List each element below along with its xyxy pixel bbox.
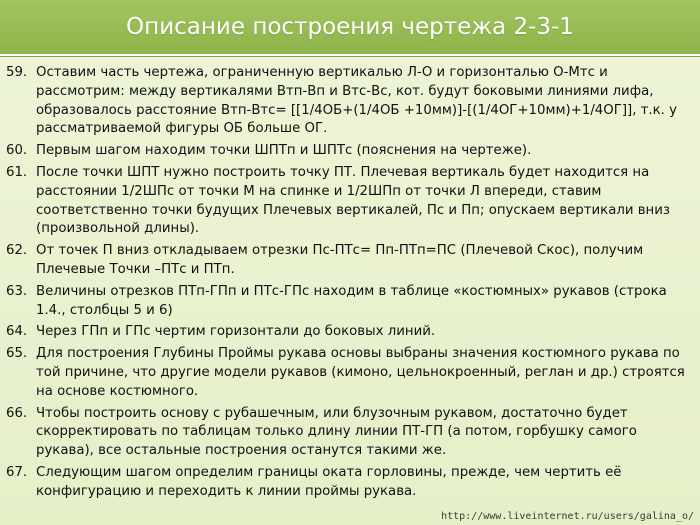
item-number: 63. xyxy=(6,283,28,299)
item-text: После точки ШПТ нужно построить точку ПТ. Плечевая вертикаль будет находится на расстоянии 1/2ШПс от точки М на спинке и 1/2ШПп от точки Л впереди, ставим соответственно точки будущих Плечевых вертикалей, Пс и Пп; опускаем вертикали вниз (произвольной длины). xyxy=(36,164,670,237)
list-item xyxy=(6,283,696,321)
list-item xyxy=(6,242,696,280)
item-text: Через ГПп и ГПс чертим горизонтали до боковых линий. xyxy=(36,324,436,340)
item-number: 64. xyxy=(6,324,28,340)
item-number: 61. xyxy=(6,164,28,180)
list-item xyxy=(6,142,696,161)
item-number: 66. xyxy=(6,405,28,421)
slide-title: Описание построения чертежа 2-3-1 xyxy=(126,14,574,40)
item-number: 67. xyxy=(6,464,28,480)
item-text: Следующим шагом определим границы оката горловины, прежде, чем чертить её конфигурацию и переходить к линии проймы рукава. xyxy=(36,464,622,499)
list-item xyxy=(6,405,696,461)
item-number: 60. xyxy=(6,143,28,159)
item-text: Оставим часть чертежа, ограниченную вертикалью Л-О и горизонталью О-Мтс и рассмотрим: между вертикалями Втп-Вп и Втс-Вс, кот. будут боковыми линиями лифа, образовалось расстояние Втп-Втс= [[1/4ОБ+(1/4ОБ +10мм)]-[(1/4ОГ+10мм)+1/4ОГ]], т.к. у рассматриваемой фигуры ОБ больше ОГ. xyxy=(36,65,677,137)
item-text: Для построения Глубины Проймы рукава основы выбраны значения костюмного рукава по той причине, что другие модели рукавов (кимоно, цельнокроенный, реглан и др.) строятся на основе костюмного. xyxy=(36,346,685,399)
item-text: Величины отрезков ПТп-ГПп и ПТс-ГПс находим в таблице «костюмных» рукавов (строка 1.4., столбцы 5 и 6) xyxy=(36,283,667,318)
item-text: Первым шагом находим точки ШПТп и ШПТс (пояснения на чертеже). xyxy=(36,143,532,159)
item-text: Чтобы построить основу с рубашечным, или блузочным рукавом, достаточно будет скорректировать по таблицам только длину линии ПТ-ГП (а потом, горбушку самого рукава), все остальные построения останутся такими же. xyxy=(36,405,637,459)
numbered-list xyxy=(6,64,696,505)
item-number: 62. xyxy=(6,243,28,259)
item-text: От точек П вниз откладываем отрезки Пс-ПТс= Пп-ПТп=ПС (Плечевой Скос), получим Плечевые Точки –ПТс и ПТп. xyxy=(36,243,644,277)
item-number: 59. xyxy=(6,65,28,80)
title-bar xyxy=(0,0,700,56)
list-item xyxy=(6,323,696,342)
item-number: 65. xyxy=(6,346,28,362)
list-item xyxy=(6,464,696,502)
list-item xyxy=(6,164,696,239)
list-item xyxy=(6,64,696,139)
list-item xyxy=(6,345,696,401)
source-url-watermark: http://www.liveinternet.ru/users/galina_o/ xyxy=(441,511,694,522)
